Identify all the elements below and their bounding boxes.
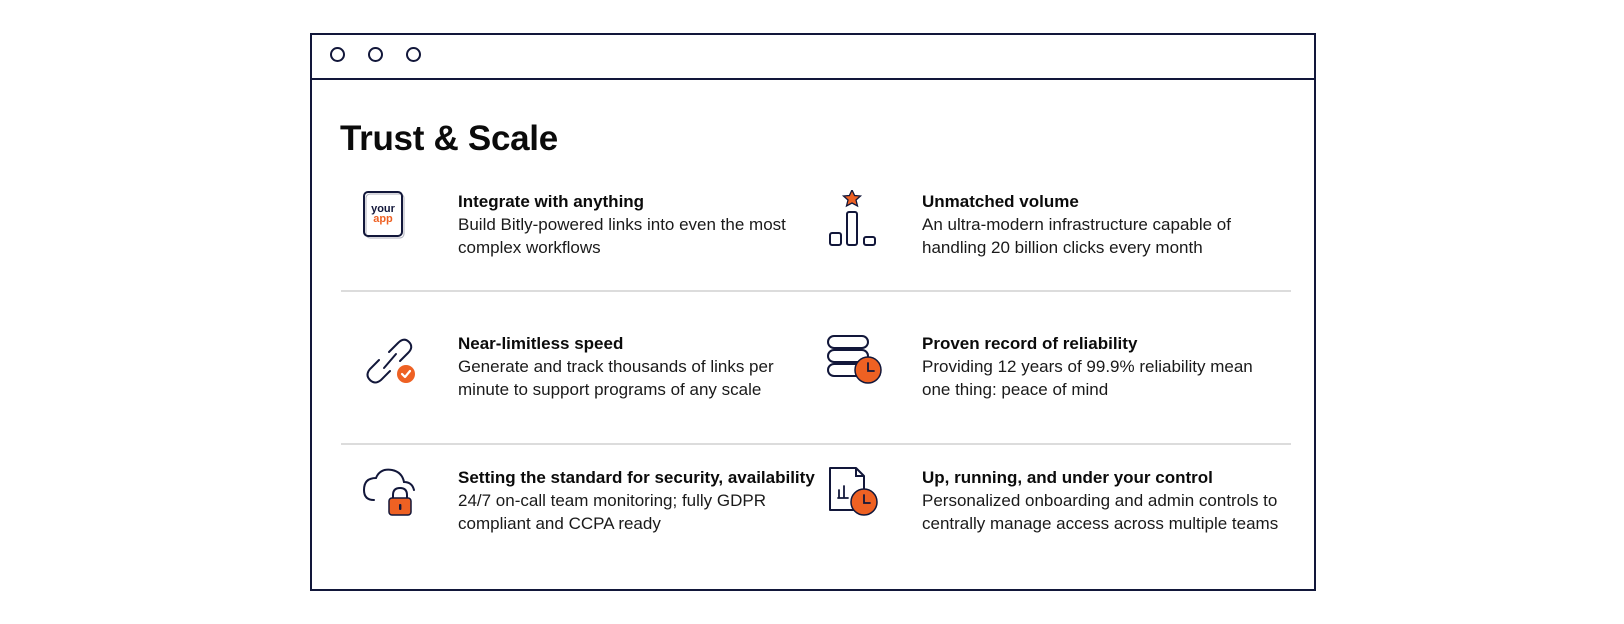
your-app-icon (362, 190, 426, 254)
feature-description: Generate and track thousands of links per minute to support programs of any scale (458, 357, 774, 399)
feature-text (922, 466, 1282, 535)
feature-title: Near-limitless speed (458, 334, 624, 353)
feature-title: Up, running, and under your control (922, 468, 1213, 487)
feature-title: Integrate with anything (458, 192, 645, 211)
feature-text (922, 190, 1282, 259)
feature-text (922, 332, 1282, 401)
feature-text (458, 190, 818, 259)
link-check-icon (362, 332, 426, 396)
row-divider (341, 443, 1291, 445)
section-heading: Trust & Scale (340, 119, 558, 158)
database-clock-icon (826, 332, 890, 396)
feature-text (458, 466, 818, 535)
window-dot-icon (368, 47, 383, 62)
window-dot-icon (330, 47, 345, 62)
feature-title: Unmatched volume (922, 192, 1079, 211)
feature-description: Providing 12 years of 99.9% reliability mean one thing: peace of mind (922, 357, 1253, 399)
window-titlebar (312, 35, 1314, 80)
icon-text-your: your (371, 203, 395, 215)
cloud-lock-icon (362, 466, 426, 530)
window-dot-icon (406, 47, 421, 62)
feature-text (458, 332, 818, 401)
feature-description: 24/7 on-call team monitoring; fully GDPR compliant and CCPA ready (458, 491, 767, 533)
feature-title: Proven record of reliability (922, 334, 1138, 353)
volume-bars-star-icon (826, 190, 890, 254)
icon-text-app: app (373, 213, 393, 225)
row-divider (341, 290, 1291, 292)
feature-description: Build Bitly-powered links into even the most complex workflows (458, 215, 786, 257)
document-chart-clock-icon (826, 466, 890, 530)
feature-description: An ultra-modern infrastructure capable of handling 20 billion clicks every month (922, 215, 1231, 257)
browser-window-frame (310, 33, 1316, 591)
feature-description: Personalized onboarding and admin controls to centrally manage access across multiple teams (922, 491, 1279, 533)
feature-title: Setting the standard for security, availability (458, 468, 815, 487)
